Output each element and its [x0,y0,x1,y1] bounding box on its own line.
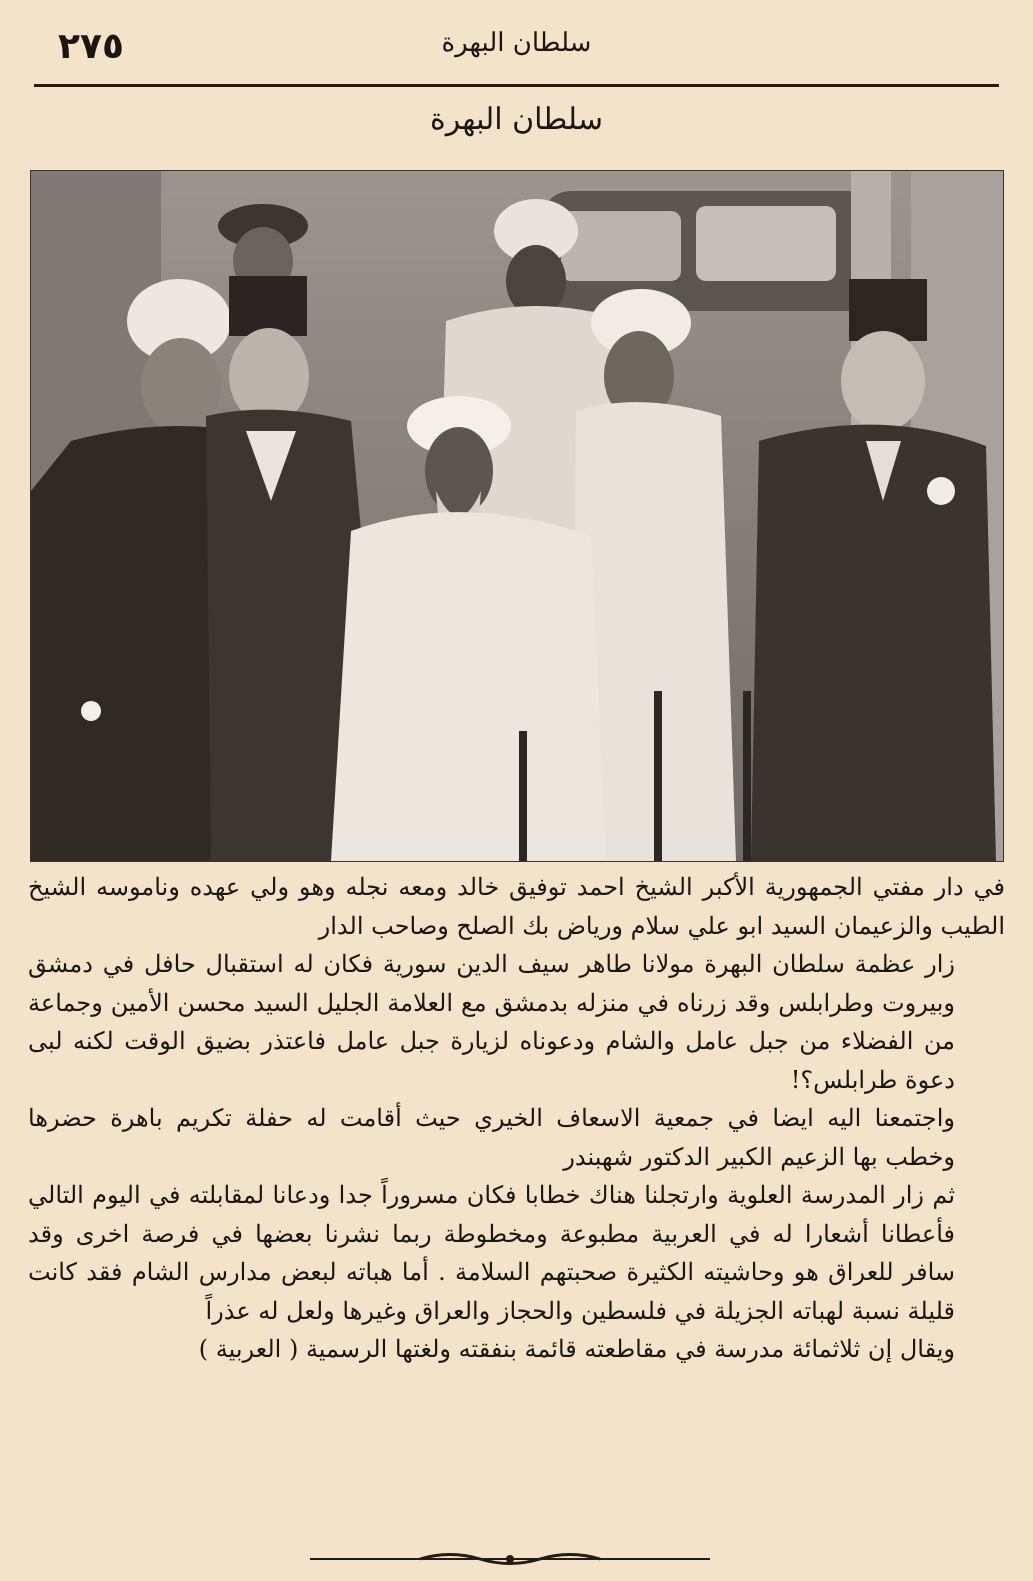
article-title: سلطان البهرة [429,102,603,137]
paragraph-2: واجتمعنا اليه ايضا في جمعية الاسعاف الخيري حيث أقامت له حفلة تكريم باهرة حضرها وخطب بها الزعيم الكبير الدكتور شهبندر [28,1104,955,1171]
paragraph-1: زار عظمة سلطان البهرة مولانا طاهر سيف الدين سورية فكان له استقبال حافل في دمشق وبيروت وطرابلس وقد زرناه في منزله بدمشق مع العلامة الجليل السيد محسن الأمين وجماعة من الفضلاء من جبل عامل والشام ودعوناه لزيارة جبل عامل فاعتذر بضيق الوقت لكنه لبى دعوة طرابلس؟! [28,950,955,1094]
paragraph-3: ثم زار المدرسة العلوية وارتجلنا هناك خطابا فكان مسروراً جدا ودعانا لمقابلته في اليوم التالي فأعطانا أشعارا له في العربية مطبوعة ومخطوطة ربما نشرنا بعضها في فرصة اخرى وقد سافر للعراق هو وحاشيته الكثيرة صحبتهم السلامة . أما هباته لبعض مدارس الشام فقد كانت قليلة نسبة لهباته الجزيلة في فلسطين والحجاز والعراق وغيرها ولعل له عذراً [28,1181,955,1325]
paragraph-4: ويقال إن ثلاثمائة مدرسة في مقاطعته قائمة بنفقته ولغتها الرسمية ( العربية ) [198,1335,955,1363]
page-number: ٢٧٥ [58,26,124,67]
running-title: سلطان البهرة [441,28,592,58]
photo-caption: في دار مفتي الجمهورية الأكبر الشيخ احمد توفيق خالد ومعه نجله وهو ولي عهده وناموسه الشيخ الطيب والزعيمان السيد ابو علي سلام ورياض بك الصلح وصاحب الدار [28,873,1005,940]
article-body [28,868,1005,1369]
group-photo-illustration [31,171,1003,861]
header-rule [34,84,999,87]
group-photo [30,170,1004,862]
end-ornament [310,1552,710,1566]
running-head [34,22,999,82]
